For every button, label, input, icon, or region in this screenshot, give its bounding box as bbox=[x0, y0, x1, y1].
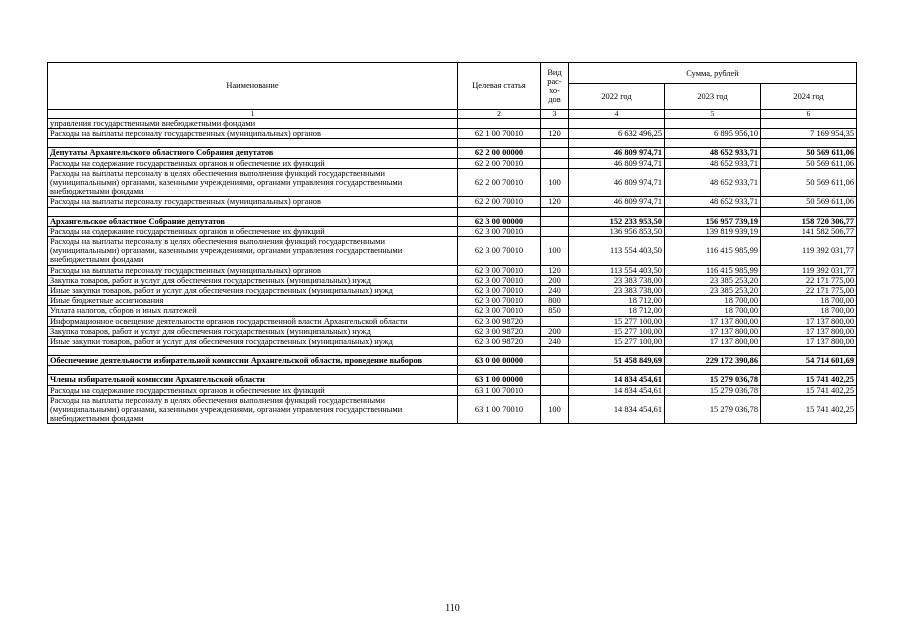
row-sum-2023: 23 385 253,20 bbox=[665, 286, 761, 296]
row-sum-2023: 18 700,00 bbox=[665, 306, 761, 316]
header-code: Целевая статья bbox=[458, 63, 541, 110]
row-vid bbox=[541, 216, 569, 226]
row-sum-2023: 48 652 933,71 bbox=[665, 168, 761, 197]
row-code: 62 3 00 70010 bbox=[458, 237, 541, 266]
row-sum-2023 bbox=[665, 139, 761, 148]
row-code bbox=[458, 139, 541, 148]
row-sum-2024 bbox=[761, 347, 857, 356]
table-row bbox=[48, 296, 857, 306]
row-sum-2022: 18 712,00 bbox=[569, 306, 665, 316]
row-code: 62 3 00 00000 bbox=[458, 216, 541, 226]
row-vid: 240 bbox=[541, 337, 569, 347]
header-row bbox=[48, 63, 857, 84]
row-sum-2024: 54 714 601,69 bbox=[761, 356, 857, 366]
row-code bbox=[458, 366, 541, 375]
budget-table bbox=[47, 62, 857, 424]
row-sum-2023: 48 652 933,71 bbox=[665, 148, 761, 158]
table-row bbox=[48, 347, 857, 356]
column-index: 2 bbox=[458, 110, 541, 119]
table-row bbox=[48, 286, 857, 296]
row-sum-2024: 15 741 402,25 bbox=[761, 375, 857, 385]
row-vid: 100 bbox=[541, 168, 569, 197]
row-sum-2022: 46 809 974,71 bbox=[569, 168, 665, 197]
row-code: 62 3 00 70010 bbox=[458, 296, 541, 306]
row-sum-2024: 17 137 800,00 bbox=[761, 337, 857, 347]
row-code: 62 3 00 98720 bbox=[458, 326, 541, 336]
row-sum-2022: 14 834 454,61 bbox=[569, 375, 665, 385]
row-sum-2023: 156 957 739,19 bbox=[665, 216, 761, 226]
row-code: 63 1 00 00000 bbox=[458, 375, 541, 385]
row-sum-2022 bbox=[569, 139, 665, 148]
table-row bbox=[48, 337, 857, 347]
row-name bbox=[48, 347, 458, 356]
row-sum-2024: 50 569 611,06 bbox=[761, 158, 857, 168]
row-sum-2022: 23 383 738,00 bbox=[569, 275, 665, 285]
row-name: Иные бюджетные ассигнования bbox=[48, 296, 458, 306]
row-sum-2023: 116 415 985,99 bbox=[665, 265, 761, 275]
row-vid bbox=[541, 347, 569, 356]
row-sum-2024: 7 169 954,35 bbox=[761, 129, 857, 139]
row-sum-2022: 46 809 974,71 bbox=[569, 197, 665, 207]
table-row bbox=[48, 275, 857, 285]
row-sum-2023: 48 652 933,71 bbox=[665, 197, 761, 207]
row-code: 62 3 00 70010 bbox=[458, 275, 541, 285]
row-vid bbox=[541, 207, 569, 216]
row-name: Закупка товаров, работ и услуг для обеспечения государственных (муниципальных) нужд bbox=[48, 326, 458, 336]
table-row bbox=[48, 375, 857, 385]
row-sum-2024: 50 569 611,06 bbox=[761, 197, 857, 207]
row-code: 62 2 00 00000 bbox=[458, 148, 541, 158]
row-vid bbox=[541, 366, 569, 375]
row-sum-2023: 23 385 253,20 bbox=[665, 275, 761, 285]
row-sum-2022 bbox=[569, 347, 665, 356]
row-code: 62 3 00 70010 bbox=[458, 286, 541, 296]
row-sum-2022: 15 277 100,00 bbox=[569, 326, 665, 336]
row-sum-2022: 51 458 849,69 bbox=[569, 356, 665, 366]
row-code bbox=[458, 347, 541, 356]
table-row bbox=[48, 316, 857, 326]
row-code: 62 3 00 70010 bbox=[458, 226, 541, 236]
row-vid: 100 bbox=[541, 395, 569, 424]
row-vid: 850 bbox=[541, 306, 569, 316]
table-row bbox=[48, 207, 857, 216]
row-vid bbox=[541, 385, 569, 395]
row-sum-2023: 18 700,00 bbox=[665, 296, 761, 306]
row-name: Расходы на выплаты персоналу в целях обеспечения выполнения функций государственными (муниципальными) органами, казенными учреждениями, органами управления государственными внебюджетными фондами bbox=[48, 395, 458, 424]
row-name: Расходы на содержание государственных органов и обеспечение их функций bbox=[48, 158, 458, 168]
row-code: 63 0 00 00000 bbox=[458, 356, 541, 366]
row-vid bbox=[541, 356, 569, 366]
row-name: Расходы на выплаты персоналу в целях обеспечения выполнения функций государственными (муниципальными) органами, казенными учреждениями, органами управления государственными внебюджетными фондами bbox=[48, 237, 458, 266]
row-code: 63 1 00 70010 bbox=[458, 385, 541, 395]
row-vid bbox=[541, 375, 569, 385]
row-sum-2023: 15 279 036,78 bbox=[665, 395, 761, 424]
column-index: 5 bbox=[665, 110, 761, 119]
row-name: Расходы на содержание государственных органов и обеспечение их функций bbox=[48, 226, 458, 236]
row-sum-2024: 141 582 506,77 bbox=[761, 226, 857, 236]
row-code: 62 2 00 70010 bbox=[458, 168, 541, 197]
row-vid: 800 bbox=[541, 296, 569, 306]
row-code bbox=[458, 207, 541, 216]
row-name: Расходы на выплаты персоналу государственных (муниципальных) органов bbox=[48, 197, 458, 207]
row-code: 62 2 00 70010 bbox=[458, 158, 541, 168]
header-year-2022: 2022 год bbox=[569, 84, 665, 110]
row-sum-2024: 22 171 775,00 bbox=[761, 275, 857, 285]
row-vid bbox=[541, 226, 569, 236]
table-row bbox=[48, 197, 857, 207]
row-sum-2022: 15 277 100,00 bbox=[569, 316, 665, 326]
header-sum: Сумма, рублей bbox=[569, 63, 857, 84]
row-sum-2022: 46 809 974,71 bbox=[569, 148, 665, 158]
row-sum-2024 bbox=[761, 139, 857, 148]
row-name: Расходы на выплаты персоналу государственных (муниципальных) органов bbox=[48, 129, 458, 139]
row-sum-2024: 18 700,00 bbox=[761, 306, 857, 316]
row-name: Архангельское областное Собрание депутатов bbox=[48, 216, 458, 226]
table-row bbox=[48, 237, 857, 266]
table-row bbox=[48, 168, 857, 197]
row-name: Расходы на выплаты персоналу в целях обеспечения выполнения функций государственными (муниципальными) органами, казенными учреждениями, органами управления государственными внебюджетными фондами bbox=[48, 168, 458, 197]
row-sum-2024 bbox=[761, 207, 857, 216]
row-name bbox=[48, 207, 458, 216]
row-name: управления государственными внебюджетными фондами bbox=[48, 119, 458, 129]
table-row bbox=[48, 129, 857, 139]
row-name bbox=[48, 139, 458, 148]
row-vid: 100 bbox=[541, 237, 569, 266]
column-index-row bbox=[48, 110, 857, 119]
row-sum-2022: 14 834 454,61 bbox=[569, 395, 665, 424]
table-row bbox=[48, 139, 857, 148]
table-row bbox=[48, 158, 857, 168]
row-sum-2024: 119 392 031,77 bbox=[761, 237, 857, 266]
row-sum-2023: 17 137 800,00 bbox=[665, 316, 761, 326]
header-year-2024: 2024 год bbox=[761, 84, 857, 110]
row-sum-2023: 15 279 036,78 bbox=[665, 385, 761, 395]
table-row bbox=[48, 265, 857, 275]
row-sum-2023: 17 137 800,00 bbox=[665, 326, 761, 336]
column-index: 6 bbox=[761, 110, 857, 119]
row-vid: 200 bbox=[541, 275, 569, 285]
row-vid bbox=[541, 119, 569, 129]
row-sum-2024 bbox=[761, 366, 857, 375]
row-vid bbox=[541, 158, 569, 168]
row-name bbox=[48, 366, 458, 375]
row-sum-2022 bbox=[569, 119, 665, 129]
row-sum-2024: 15 741 402,25 bbox=[761, 395, 857, 424]
table-row bbox=[48, 148, 857, 158]
row-vid: 120 bbox=[541, 265, 569, 275]
header-name: Наименование bbox=[48, 63, 458, 110]
row-sum-2022 bbox=[569, 207, 665, 216]
row-sum-2022: 136 956 853,50 bbox=[569, 226, 665, 236]
row-sum-2023 bbox=[665, 207, 761, 216]
row-sum-2023: 116 415 985,99 bbox=[665, 237, 761, 266]
row-name: Закупка товаров, работ и услуг для обеспечения государственных (муниципальных) нужд bbox=[48, 275, 458, 285]
table-row bbox=[48, 395, 857, 424]
row-name: Иные закупки товаров, работ и услуг для обеспечения государственных (муниципальных) нужд bbox=[48, 337, 458, 347]
row-sum-2024: 158 720 306,77 bbox=[761, 216, 857, 226]
row-code: 62 3 00 70010 bbox=[458, 306, 541, 316]
row-sum-2023: 139 819 939,19 bbox=[665, 226, 761, 236]
row-name: Депутаты Архангельского областного Собрания депутатов bbox=[48, 148, 458, 158]
row-sum-2022: 6 632 496,25 bbox=[569, 129, 665, 139]
row-sum-2023: 6 895 956,10 bbox=[665, 129, 761, 139]
row-vid bbox=[541, 316, 569, 326]
row-code bbox=[458, 119, 541, 129]
row-sum-2024: 15 741 402,25 bbox=[761, 385, 857, 395]
row-sum-2022: 18 712,00 bbox=[569, 296, 665, 306]
header-vid: Вид рас- хо- дов bbox=[541, 63, 569, 110]
table-row bbox=[48, 366, 857, 375]
row-name: Информационное освещение деятельности органов государственной власти Архангельской области bbox=[48, 316, 458, 326]
row-vid: 200 bbox=[541, 326, 569, 336]
row-sum-2024: 50 569 611,06 bbox=[761, 148, 857, 158]
row-sum-2022: 23 383 738,00 bbox=[569, 286, 665, 296]
row-vid bbox=[541, 139, 569, 148]
row-code: 62 1 00 70010 bbox=[458, 129, 541, 139]
row-name: Расходы на выплаты персоналу государственных (муниципальных) органов bbox=[48, 265, 458, 275]
table-body bbox=[48, 119, 857, 424]
row-name: Иные закупки товаров, работ и услуг для обеспечения государственных (муниципальных) нужд bbox=[48, 286, 458, 296]
row-code: 62 3 00 98720 bbox=[458, 316, 541, 326]
table-row bbox=[48, 356, 857, 366]
row-name: Члены избирательной комиссии Архангельской области bbox=[48, 375, 458, 385]
row-sum-2024: 22 171 775,00 bbox=[761, 286, 857, 296]
row-sum-2024: 50 569 611,06 bbox=[761, 168, 857, 197]
row-sum-2022: 15 277 100,00 bbox=[569, 337, 665, 347]
row-sum-2024: 18 700,00 bbox=[761, 296, 857, 306]
row-sum-2023 bbox=[665, 119, 761, 129]
row-name: Расходы на содержание государственных органов и обеспечение их функций bbox=[48, 385, 458, 395]
table-row bbox=[48, 216, 857, 226]
table-row bbox=[48, 306, 857, 316]
row-sum-2022: 14 834 454,61 bbox=[569, 385, 665, 395]
row-sum-2024 bbox=[761, 119, 857, 129]
row-sum-2024: 119 392 031,77 bbox=[761, 265, 857, 275]
row-sum-2022: 113 554 403,50 bbox=[569, 265, 665, 275]
row-name: Обеспечение деятельности избирательной комиссии Архангельской области, проведение выборов bbox=[48, 356, 458, 366]
table-row bbox=[48, 226, 857, 236]
row-vid: 120 bbox=[541, 197, 569, 207]
row-code: 62 2 00 70010 bbox=[458, 197, 541, 207]
row-sum-2022: 46 809 974,71 bbox=[569, 158, 665, 168]
row-vid bbox=[541, 148, 569, 158]
row-sum-2024: 17 137 800,00 bbox=[761, 326, 857, 336]
table-row bbox=[48, 385, 857, 395]
header-year-2023: 2023 год bbox=[665, 84, 761, 110]
row-sum-2022 bbox=[569, 366, 665, 375]
table-row bbox=[48, 119, 857, 129]
page-number: 110 bbox=[445, 603, 460, 614]
column-index: 4 bbox=[569, 110, 665, 119]
column-index: 3 bbox=[541, 110, 569, 119]
row-sum-2023 bbox=[665, 347, 761, 356]
row-sum-2024: 17 137 800,00 bbox=[761, 316, 857, 326]
row-name: Уплата налогов, сборов и иных платежей bbox=[48, 306, 458, 316]
row-sum-2022: 113 554 403,50 bbox=[569, 237, 665, 266]
row-sum-2023: 229 172 390,86 bbox=[665, 356, 761, 366]
row-vid: 120 bbox=[541, 129, 569, 139]
row-sum-2023: 17 137 800,00 bbox=[665, 337, 761, 347]
row-sum-2023: 48 652 933,71 bbox=[665, 158, 761, 168]
row-code: 63 1 00 70010 bbox=[458, 395, 541, 424]
table-row bbox=[48, 326, 857, 336]
row-code: 62 3 00 70010 bbox=[458, 265, 541, 275]
row-code: 62 3 00 98720 bbox=[458, 337, 541, 347]
column-index: 1 bbox=[48, 110, 458, 119]
row-vid: 240 bbox=[541, 286, 569, 296]
row-sum-2023: 15 279 036,78 bbox=[665, 375, 761, 385]
row-sum-2023 bbox=[665, 366, 761, 375]
row-sum-2022: 152 233 953,50 bbox=[569, 216, 665, 226]
